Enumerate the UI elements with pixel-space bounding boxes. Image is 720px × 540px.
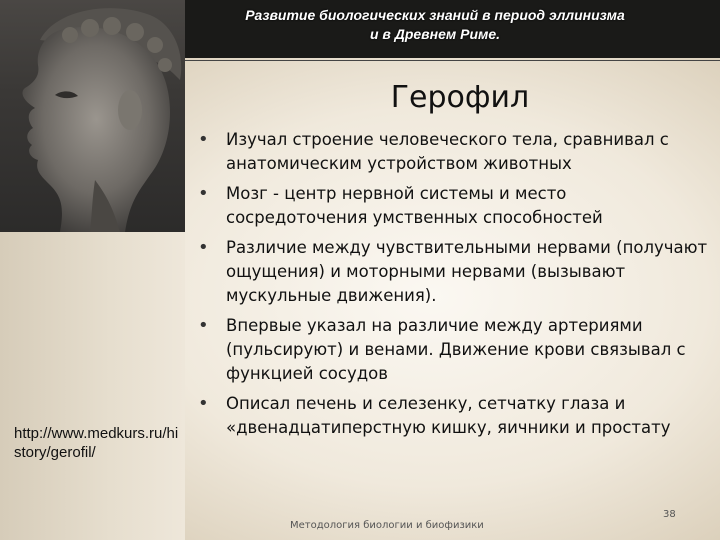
- page-number: 38: [663, 509, 676, 520]
- header-rule: [185, 60, 720, 61]
- bullet-item-2: • Мозг - центр нервной системы и место сосредоточения умственных способностей: [198, 182, 708, 230]
- slide-header: [185, 6, 685, 44]
- slide-title: Герофил: [390, 80, 530, 115]
- bullet-item-4: • Впервые указал на различие между артериями (пульсируют) и венами. Движение крови связывал с функцией сосудов: [198, 314, 708, 386]
- bullet-item-3: • Различие между чувствительными нервами (получают ощущения) и моторными нервами (вызывают мускульные движения).: [198, 236, 708, 308]
- portrait-image: [0, 0, 185, 232]
- header-line-1: Развитие биологических знаний в период эллинизма: [245, 7, 625, 23]
- bullet-list: [198, 128, 708, 446]
- source-link[interactable]: http://www.medkurs.ru/history/gerofil/: [14, 425, 179, 461]
- bullet-item-5: • Описал печень и селезенку, сетчатку глаза и «двенадцатиперстную кишку, яичники и простату: [198, 392, 708, 440]
- bust-portrait-icon: [0, 0, 185, 232]
- footer-text: Методология биологии и биофизики: [290, 520, 484, 531]
- bullet-item-1: • Изучал строение человеческого тела, сравнивал с анатомическим устройством животных: [198, 128, 708, 176]
- header-line-2: и в Древнем Риме.: [369, 26, 501, 42]
